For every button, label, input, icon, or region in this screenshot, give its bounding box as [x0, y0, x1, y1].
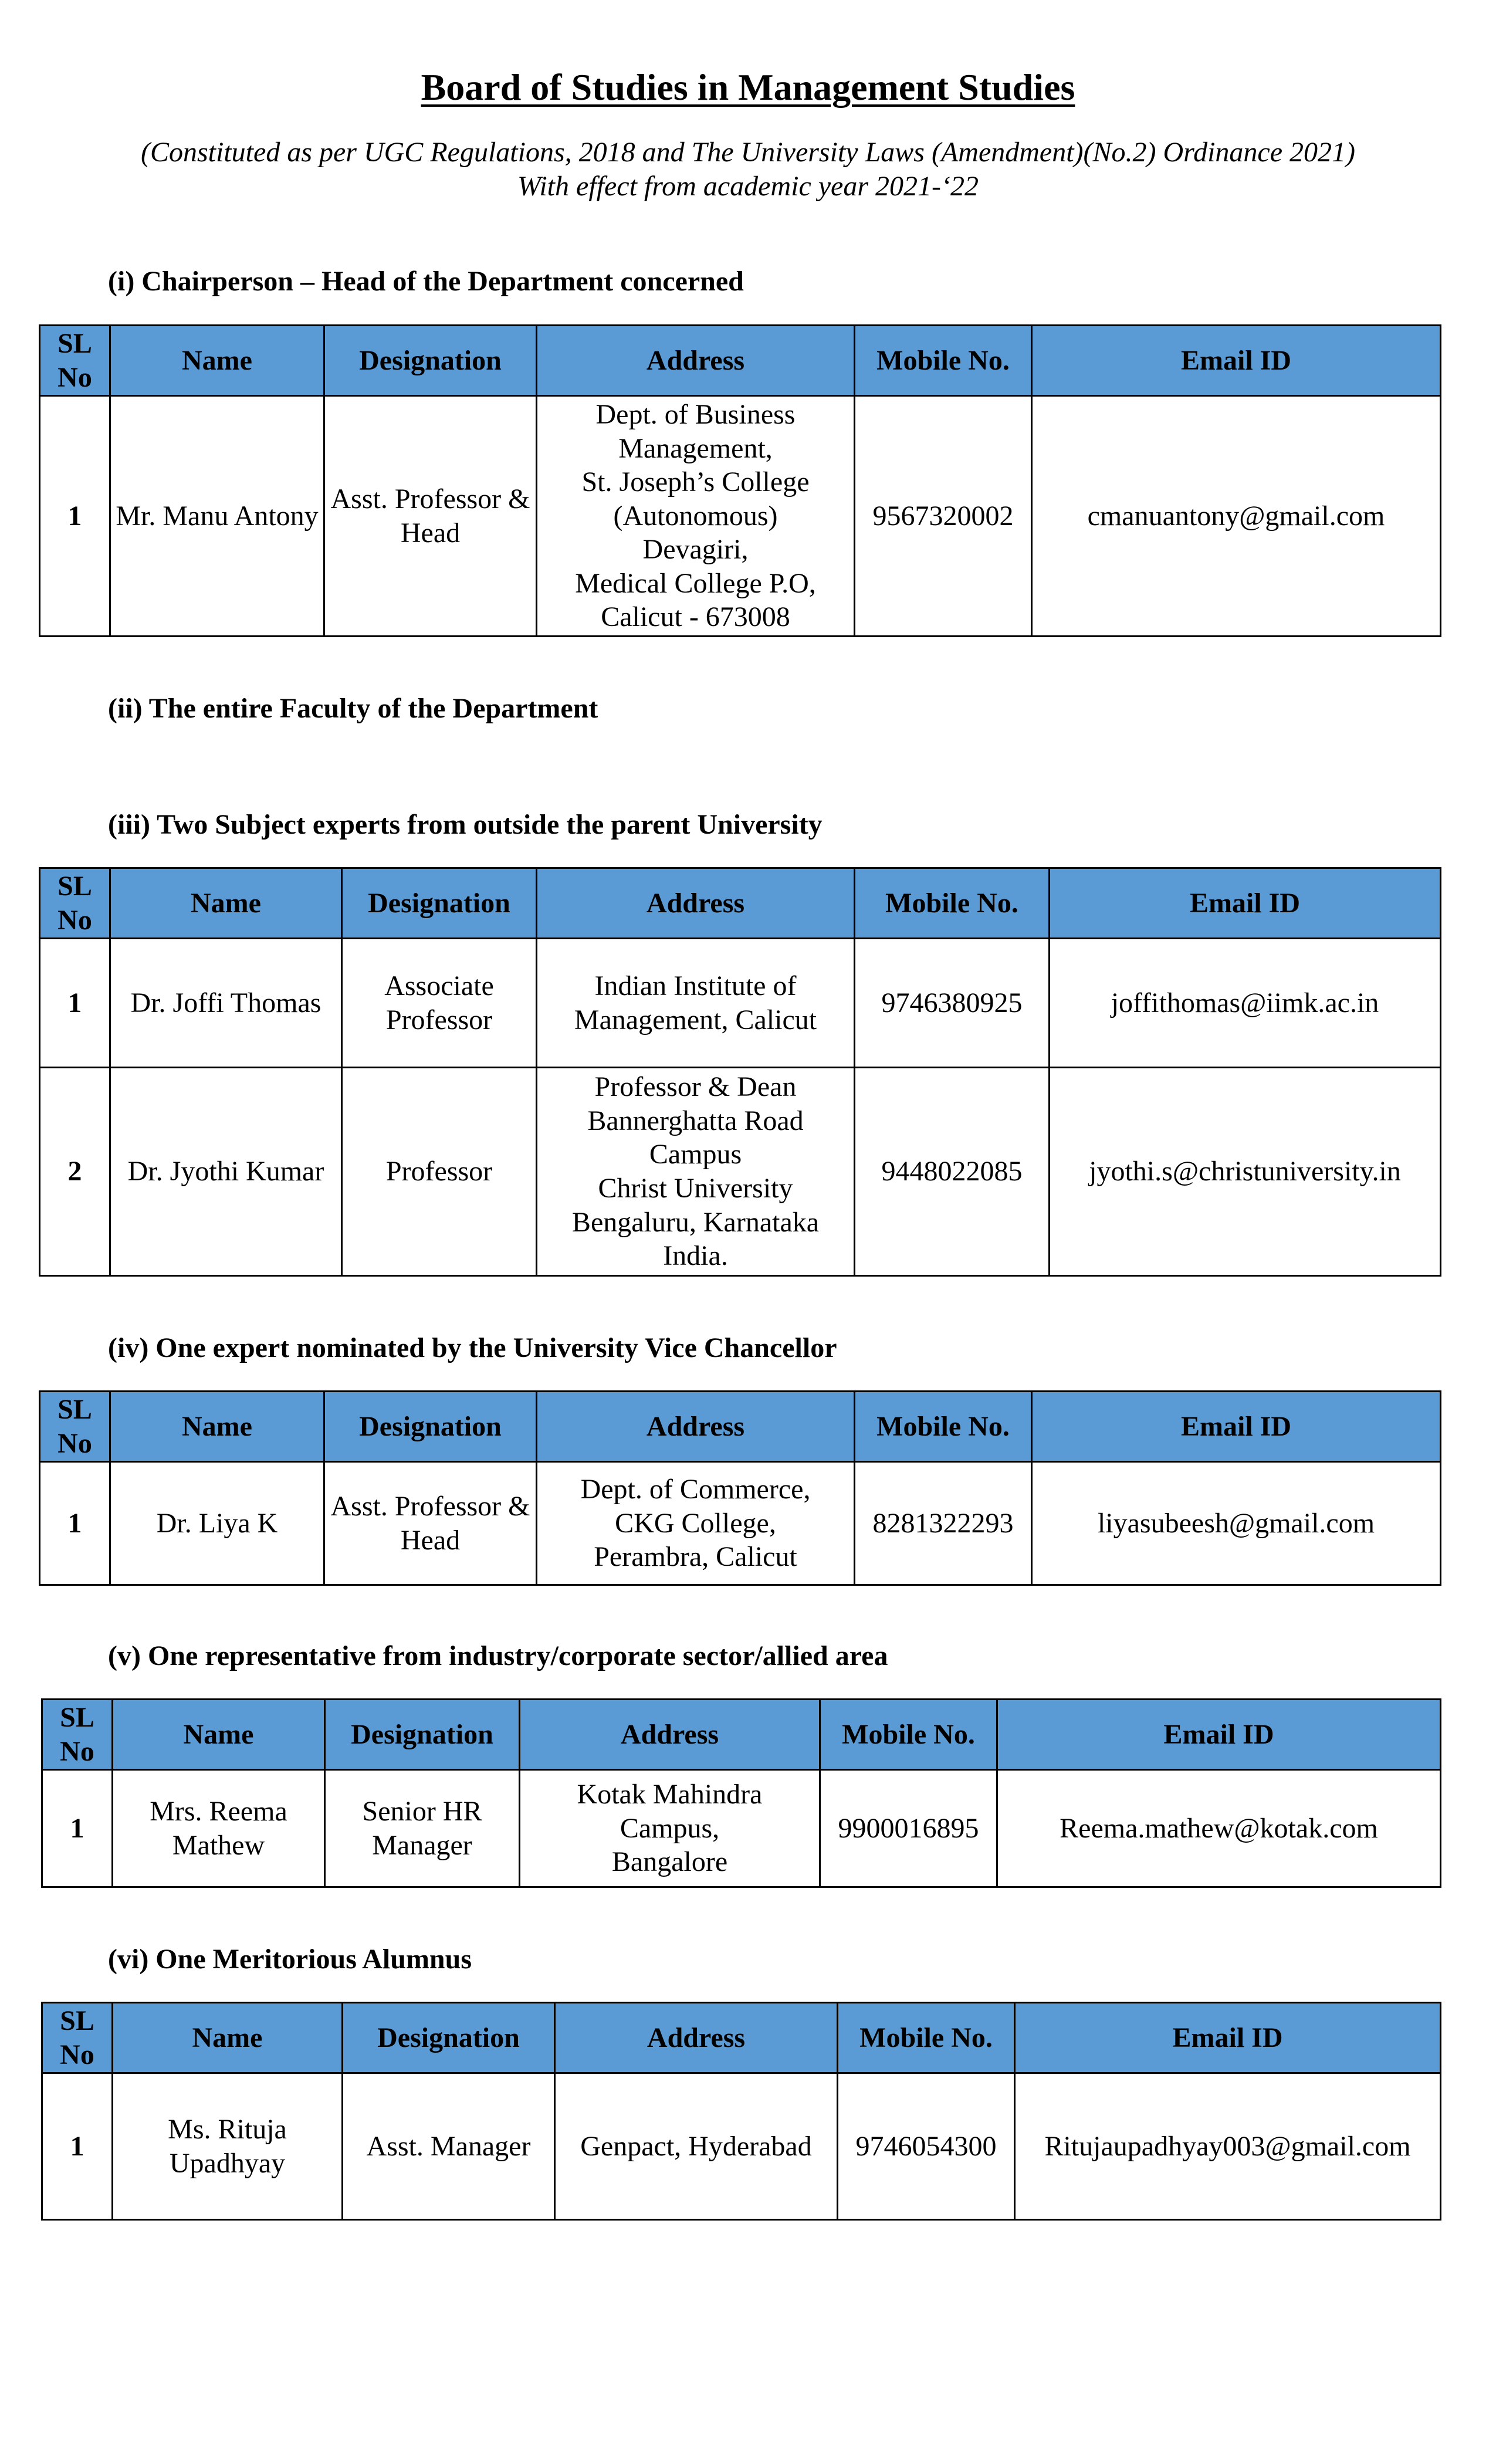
header-name: Name	[110, 326, 324, 396]
row-mobile: 9567320002	[855, 396, 1032, 637]
header-name: Name	[113, 2003, 343, 2073]
table-row	[40, 1462, 1441, 1585]
header-mobile: Mobile No.	[855, 326, 1032, 396]
table-row	[40, 1068, 1441, 1276]
table-header-row	[42, 1700, 1441, 1770]
row-designation: Associate Professor	[342, 939, 537, 1068]
header-address: Address	[520, 1700, 820, 1770]
row-designation: Asst. Manager	[343, 2073, 555, 2220]
table-row	[40, 396, 1441, 637]
row-email: Reema.mathew@kotak.com	[997, 1770, 1441, 1887]
header-name: Name	[110, 868, 342, 939]
table-row	[42, 1770, 1441, 1887]
header-designation: Designation	[343, 2003, 555, 2073]
header-address: Address	[537, 326, 855, 396]
alumnus-table	[41, 2002, 1441, 2221]
header-sl: SL No	[42, 2003, 113, 2073]
header-email: Email ID	[997, 1700, 1441, 1770]
row-designation: Asst. Professor & Head	[324, 396, 537, 637]
header-email: Email ID	[1032, 1392, 1441, 1462]
table-header-row	[42, 2003, 1441, 2073]
row-name: Dr. Liya K	[110, 1462, 324, 1585]
section-heading-faculty: (ii) The entire Faculty of the Department	[108, 693, 598, 724]
row-name: Mr. Manu Antony	[110, 396, 324, 637]
row-address: Professor & Dean Bannerghatta Road Campus Christ University Bengaluru, Karnataka India.	[537, 1068, 855, 1276]
row-email: cmanuantony@gmail.com	[1032, 396, 1441, 637]
chairperson-table	[39, 324, 1441, 637]
row-mobile: 9746054300	[838, 2073, 1015, 2220]
header-mobile: Mobile No.	[838, 2003, 1015, 2073]
row-sl: 1	[42, 1770, 113, 1887]
row-name: Dr. Jyothi Kumar	[110, 1068, 342, 1276]
header-mobile: Mobile No.	[820, 1700, 997, 1770]
header-sl: SL No	[40, 326, 110, 396]
row-mobile: 9448022085	[855, 1068, 1050, 1276]
row-mobile: 8281322293	[855, 1462, 1032, 1585]
header-email: Email ID	[1015, 2003, 1441, 2073]
table-header-row	[40, 326, 1441, 396]
table-row	[42, 2073, 1441, 2220]
table-header-row	[40, 1392, 1441, 1462]
row-sl: 1	[42, 2073, 113, 2220]
table-row	[40, 939, 1441, 1068]
header-designation: Designation	[342, 868, 537, 939]
row-designation: Asst. Professor & Head	[324, 1462, 537, 1585]
row-address: Kotak Mahindra Campus, Bangalore	[520, 1770, 820, 1887]
row-designation: Senior HR Manager	[325, 1770, 520, 1887]
row-sl: 1	[40, 396, 110, 637]
row-address: Dept. of Commerce, CKG College, Perambra, Calicut	[537, 1462, 855, 1585]
section-heading-subject-experts: (iii) Two Subject experts from outside the parent University	[108, 809, 823, 840]
row-email: jyothi.s@christuniversity.in	[1050, 1068, 1441, 1276]
header-name: Name	[113, 1700, 325, 1770]
table-header-row	[40, 868, 1441, 939]
section-heading-chairperson: (i) Chairperson – Head of the Department concerned	[108, 266, 744, 297]
header-designation: Designation	[324, 326, 537, 396]
page-title: Board of Studies in Management Studies	[421, 66, 1075, 108]
header-mobile: Mobile No.	[855, 868, 1050, 939]
row-email: joffithomas@iimk.ac.in	[1050, 939, 1441, 1068]
row-name: Mrs. Reema Mathew	[113, 1770, 325, 1887]
row-address: Dept. of Business Management, St. Joseph’s College (Autonomous) Devagiri, Medical College P.O, Calicut - 673008	[537, 396, 855, 637]
row-email: Ritujaupadhyay003@gmail.com	[1015, 2073, 1441, 2220]
header-sl: SL No	[42, 1700, 113, 1770]
header-address: Address	[555, 2003, 838, 2073]
vc-nominee-table	[39, 1390, 1441, 1586]
section-heading-alumnus: (vi) One Meritorious Alumnus	[108, 1944, 472, 1975]
page-subtitle-effect: With effect from academic year 2021-‘22	[517, 171, 979, 202]
row-sl: 2	[40, 1068, 110, 1276]
header-mobile: Mobile No.	[855, 1392, 1032, 1462]
row-mobile: 9900016895	[820, 1770, 997, 1887]
header-designation: Designation	[324, 1392, 537, 1462]
row-address: Genpact, Hyderabad	[555, 2073, 838, 2220]
row-address: Indian Institute of Management, Calicut	[537, 939, 855, 1068]
header-address: Address	[537, 1392, 855, 1462]
industry-rep-table	[41, 1698, 1441, 1888]
row-name: Dr. Joffi Thomas	[110, 939, 342, 1068]
header-sl: SL No	[40, 1392, 110, 1462]
row-name: Ms. Rituja Upadhyay	[113, 2073, 343, 2220]
row-designation: Professor	[342, 1068, 537, 1276]
subject-experts-table	[39, 867, 1441, 1277]
header-email: Email ID	[1032, 326, 1441, 396]
header-designation: Designation	[325, 1700, 520, 1770]
header-name: Name	[110, 1392, 324, 1462]
header-sl: SL No	[40, 868, 110, 939]
row-email: liyasubeesh@gmail.com	[1032, 1462, 1441, 1585]
page-subtitle: (Constituted as per UGC Regulations, 2018 and The University Laws (Amendment)(No.2) Ordinance 2021)	[140, 137, 1356, 168]
header-address: Address	[537, 868, 855, 939]
header-email: Email ID	[1050, 868, 1441, 939]
section-heading-industry-rep: (v) One representative from industry/corporate sector/allied area	[108, 1640, 888, 1671]
row-sl: 1	[40, 1462, 110, 1585]
section-heading-vc-nominee: (iv) One expert nominated by the University Vice Chancellor	[108, 1332, 837, 1363]
row-sl: 1	[40, 939, 110, 1068]
row-mobile: 9746380925	[855, 939, 1050, 1068]
